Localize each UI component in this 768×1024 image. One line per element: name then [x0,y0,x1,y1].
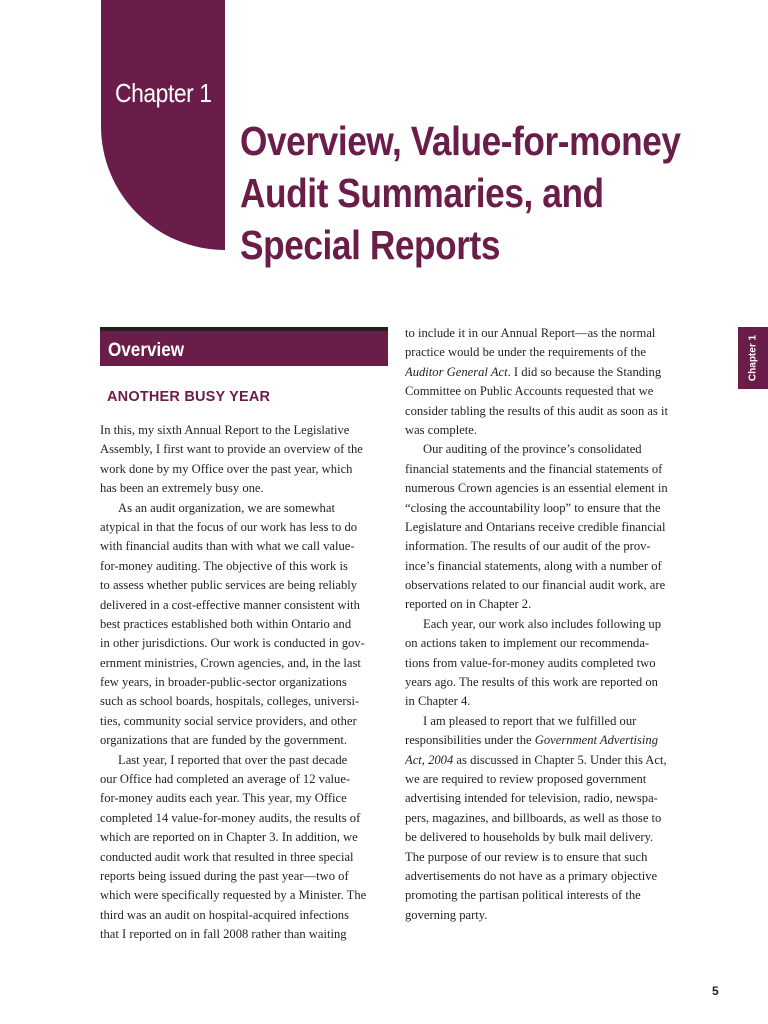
text-segment: on actions taken to implement our recommenda- [405,636,650,651]
text-line [100,673,388,692]
text-line [100,906,388,925]
text-line [100,557,388,576]
text-line [405,479,695,498]
text-segment: The purpose of our review is to ensure that such [405,849,648,864]
text-segment: Committee on Public Accounts requested that we [405,384,654,399]
text-segment: Last year, I reported that over the past decade [118,752,348,767]
text-segment: Our auditing of the province’s consolidated [423,442,642,457]
text-segment: for-money audits each year. This year, my Office [100,791,347,806]
chapter-side-tab [738,327,768,389]
text-line [405,848,695,867]
text-segment: ernment ministries, Crown agencies, and, in the last [100,655,361,670]
text-segment: advertisements do not have as a primary objective [405,868,658,883]
text-segment: tions from value-for-money audits completed two [405,655,656,670]
text-segment: that I reported on in fall 2008 rather than waiting [100,927,347,942]
text-line [405,809,695,828]
text-segment: delivered in a cost-effective manner consistent with [100,597,360,612]
text-segment: has been an extremely busy one. [100,481,264,496]
text-line [100,712,388,731]
text-segment: In this, my sixth Annual Report to the Legislative [100,423,350,437]
text-segment: to assess whether public services are being reliably [100,578,358,593]
text-segment: “closing the accountability loop” to ensure that the [405,500,661,515]
text-segment: governing party. [405,907,488,922]
text-segment: reports being issued during the past year—two of [100,868,349,883]
text-line [100,731,388,750]
text-segment: reported on in Chapter 2. [405,597,532,612]
text-line [405,363,695,382]
text-line [100,848,388,867]
chapter-banner [101,0,225,250]
text-line [100,751,388,770]
text-line [405,343,695,362]
text-line [405,518,695,537]
text-line [100,537,388,556]
right-column [405,324,695,925]
text-segment: conducted audit work that resulted in three special [100,849,354,864]
text-segment: we are required to review proposed government [405,771,647,786]
text-line [405,634,695,653]
text-segment: for-money auditing. The objective of this work is [100,558,348,573]
text-segment: observations related to our financial audit work, are [405,578,666,593]
subheading: ANOTHER BUSY YEAR [107,389,271,405]
text-line [100,809,388,828]
text-line [100,421,388,440]
text-segment: Assembly, I first want to provide an overview of the [100,442,363,457]
text-segment: Each year, our work also includes following up [423,616,662,631]
text-line [100,615,388,634]
text-segment: to include it in our Annual Report—as the normal [405,326,656,340]
text-line [100,770,388,789]
left-column [100,421,388,945]
text-segment: few years, in broader-public-sector organizations [100,675,347,690]
text-segment: Legislature and Ontarians receive credible financial [405,519,666,534]
text-segment: best practices established both within Ontario and [100,616,352,631]
text-segment: be delivered to households by bulk mail delivery. [405,830,654,845]
text-line [100,789,388,808]
text-line [405,770,695,789]
text-line [405,595,695,614]
page-title [240,115,687,271]
text-line [100,576,388,595]
text-segment: our Office had completed an average of 12 value- [100,772,351,787]
section-heading: Overview [108,340,185,361]
text-line [100,479,388,498]
text-segment: information. The results of our audit of the prov- [405,539,651,554]
text-line [405,557,695,576]
text-segment: I am pleased to report that we fulfilled our [423,713,637,728]
text-segment: third was an audit on hospital-acquired infections [100,907,350,922]
text-line [405,499,695,518]
text-line [100,925,388,944]
section-heading-bar [100,327,388,366]
text-line [405,712,695,731]
text-segment: in other jurisdictions. Our work is conducted in gov- [100,636,365,651]
text-line [100,886,388,905]
text-line [100,460,388,479]
text-line [405,886,695,905]
text-segment: consider tabling the results of this audit as soon as it [405,403,669,418]
text-line [405,731,695,750]
text-segment: ties, community social service providers, and other [100,713,357,728]
text-line [100,828,388,847]
text-segment: practice would be under the requirements of the [405,345,646,360]
text-line [100,634,388,653]
text-segment: with financial audits than with what we call value- [100,539,355,554]
text-line [405,906,695,925]
text-line [405,751,695,770]
text-segment: in Chapter 4. [405,694,471,709]
text-segment: . I did so because the Standing [507,364,662,379]
text-segment: was complete. [405,422,478,437]
text-segment: advertising intended for television, radio, newspa- [405,791,658,806]
text-segment: work done by my Office over the past year, which [100,461,353,476]
text-segment: organizations that are funded by the government. [100,733,348,748]
title-line: Audit Summaries, and [240,170,604,216]
text-segment: pers, magazines, and billboards, as well as those to [405,810,662,825]
text-line [405,324,695,343]
text-line [405,402,695,421]
italic-text: Act, 2004 [405,752,454,767]
side-tab-label: Chapter 1 [747,334,759,382]
text-line [100,518,388,537]
text-line [100,596,388,615]
text-line [405,382,695,401]
text-line [405,537,695,556]
text-line [405,654,695,673]
page-number: 5 [712,984,719,998]
italic-text: Auditor General Act [405,364,508,379]
text-line [405,692,695,711]
text-segment: such as school boards, hospitals, colleges, universi- [100,694,360,709]
text-line [405,789,695,808]
text-line [405,867,695,886]
text-segment: which are reported on in Chapter 3. In addition, we [100,830,358,845]
text-segment: years ago. The results of this work are reported on [405,675,658,690]
text-segment: numerous Crown agencies is an essential element in [405,481,668,496]
text-segment: promoting the partisan political interests of the [405,888,641,903]
text-segment: As an audit organization, we are somewhat [118,500,335,515]
text-segment: as discussed in Chapter 5. Under this Act, [453,752,667,767]
text-line [405,615,695,634]
text-line [405,828,695,847]
text-line [405,673,695,692]
text-line [100,440,388,459]
text-line [100,692,388,711]
text-line [100,499,388,518]
text-line [405,460,695,479]
italic-text: Government Advertising [534,733,658,748]
text-segment: completed 14 value-for-money audits, the results of [100,810,361,825]
text-segment: atypical in that the focus of our work has less to do [100,519,358,534]
text-segment: which were specifically requested by a Minister. The [100,888,367,903]
text-segment: responsibilities under the [405,733,535,748]
text-line [405,440,695,459]
title-line: Overview, Value-for-money [240,118,681,164]
text-segment: financial statements and the financial statements of [405,461,663,476]
text-segment: ince’s financial statements, along with a number of [405,558,662,573]
text-line [100,654,388,673]
chapter-label: Chapter 1 [115,78,212,108]
text-line [405,576,695,595]
text-line [100,867,388,886]
text-line [405,421,695,440]
title-line: Special Reports [240,222,501,268]
